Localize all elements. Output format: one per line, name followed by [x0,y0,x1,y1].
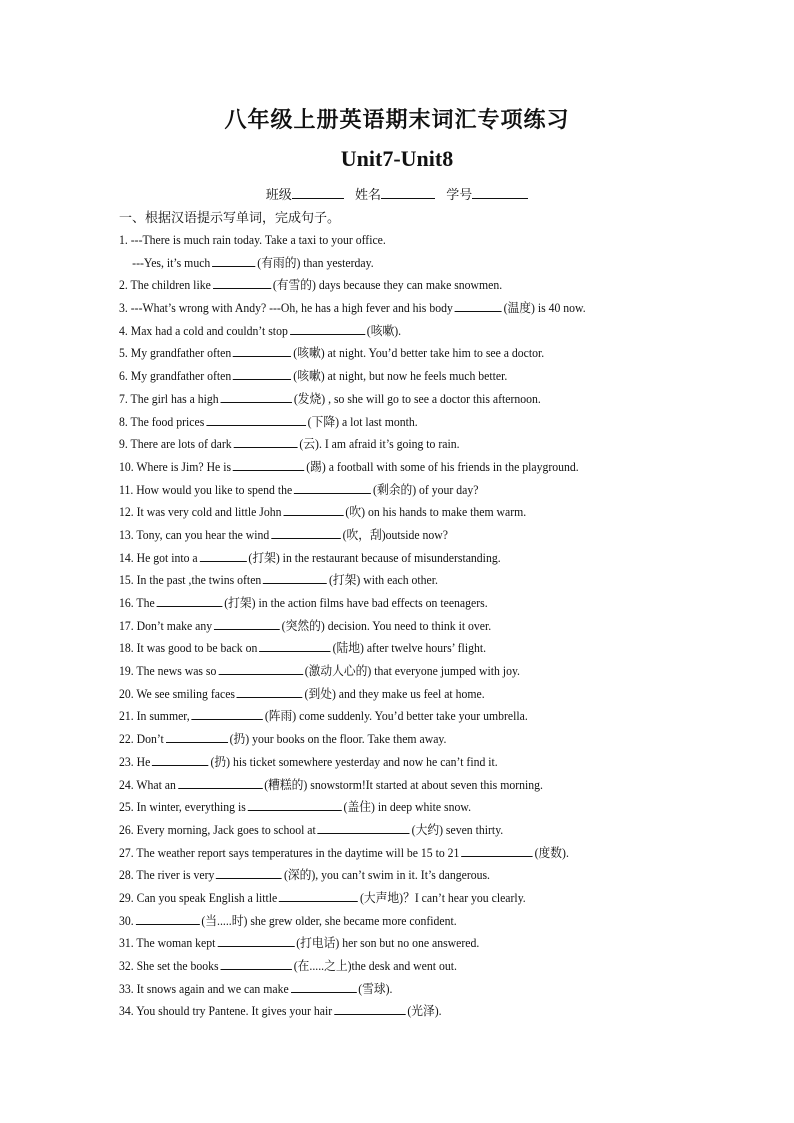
answer-blank[interactable] [455,300,502,312]
answer-blank[interactable] [217,935,294,947]
answer-blank[interactable] [136,913,200,925]
question-item [119,592,683,615]
number-label: 学号 [446,187,473,202]
answer-blank[interactable] [290,323,365,335]
question-item [119,501,683,524]
question-item [119,274,683,297]
question-hint-text: (咳嗽). [366,323,402,338]
question-hint-text: (扔) your books on the floor. Take them away. [229,732,447,747]
question-item [119,569,683,592]
question-hint-text: (突然的) decision. You need to think it over. [281,618,492,633]
answer-blank[interactable] [221,391,292,403]
question-item [119,1000,683,1023]
page-subtitle: Unit7-Unit8 [340,146,454,171]
question-item [119,887,683,910]
question-text: 3. ---What’s wrong with Andy? ---Oh, he has a high fever and his body [119,301,453,316]
question-text: 11. How would you like to spend the [119,482,293,497]
answer-blank[interactable] [233,368,291,380]
question-text: 8. The food prices [119,414,205,429]
question-item [119,932,683,955]
question-hint-text: (在.....之上)the desk and went out. [293,959,457,973]
answer-blank[interactable] [166,731,228,743]
question-item [119,751,683,774]
question-text: 21. In summer, [119,709,190,724]
name-label: 姓名 [354,187,381,202]
answer-blank[interactable] [248,799,342,811]
question-item [119,456,683,479]
question-text: 25. In winter, everything is [119,800,246,815]
question-text: 19. The news was so [119,664,217,679]
question-hint-text: (下降) a lot last month. [307,414,418,429]
question-text: 15. In the past ,the twins often [119,573,262,588]
name-field [355,187,435,202]
question-hint-text: (吹) on his hands to make them warm. [345,505,527,520]
question-text: 30. [119,913,134,928]
question-text: 5. My grandfather often [119,346,232,361]
class-blank [292,186,344,199]
question-hint-text: (到处) and they make us feel at home. [304,686,485,701]
question-item [119,229,683,252]
answer-blank[interactable] [233,459,304,471]
page-title: 八年级上册英语期末词汇专项练习 [224,107,570,132]
section-heading: 一、根据汉语提示写单词，完成句子。 [119,210,341,225]
question-item [119,411,683,434]
question-hint-text: (打电话) her son but no one answered. [296,936,480,951]
question-hint-text: (糟糕的) snowstorm!It started at about seven this morning. [264,777,543,792]
answer-blank[interactable] [218,663,303,675]
answer-blank[interactable] [318,822,410,834]
question-hint-text: (温度) is 40 now. [503,301,586,316]
question-item [119,297,683,320]
question-text: 1. ---There is much rain today. Take a taxi to your office. [119,233,386,247]
question-text: 28. The river is very [119,868,215,883]
answer-blank[interactable] [157,595,223,607]
question-text: 16. The [119,596,155,610]
name-blank [381,186,435,199]
question-text: 10. Where is Jim? He is [119,459,232,474]
question-text: 6. My grandfather often [119,369,232,384]
answer-blank[interactable] [192,708,263,720]
question-hint-text: (打架) in the action films have bad effects on teenagers. [224,596,488,610]
answer-blank[interactable] [283,504,343,516]
question-item [119,547,683,570]
question-item [119,524,683,547]
question-item [119,978,683,1001]
question-text: 27. The weather report says temperatures in the daytime will be 15 to 21 [119,845,460,860]
student-info-line [0,184,794,203]
question-hint-text: (有雪的) days because they can make snowmen. [272,278,503,293]
answer-blank[interactable] [461,845,532,857]
question-item [119,252,683,275]
number-field [446,187,528,202]
answer-blank[interactable] [294,482,371,494]
question-text: 12. It was very cold and little John [119,505,282,520]
question-hint-text: (扔) his ticket somewhere yesterday and now he can’t find it. [210,754,498,769]
question-item [119,479,683,502]
answer-blank[interactable] [233,345,291,357]
question-text: 20. We see smiling faces [119,686,235,701]
question-hint-text: (云). I am afraid it’s going to rain. [299,437,460,452]
question-text: 26. Every morning, Jack goes to school at [119,822,316,837]
question-item [119,842,683,865]
question-item [119,955,683,978]
answer-blank[interactable] [152,754,208,766]
question-text: 14. He got into a [119,550,198,565]
question-hint-text: (陆地) after twelve hours’ flight. [332,641,487,656]
question-text: 24. What an [119,777,176,792]
question-hint-text: (咳嗽) at night, but now he feels much better. [293,369,508,384]
question-item [119,774,683,797]
question-hint-text: (激动人心的) that everyone jumped with joy. [304,664,520,679]
answer-blank[interactable] [214,618,280,630]
question-item [119,388,683,411]
question-hint-text: (吹，刮)outside now? [342,527,448,542]
class-field [266,187,344,202]
question-text: 32. She set the books [119,959,219,973]
question-text: 18. It was good to be back on [119,641,258,656]
question-text: ---Yes, it’s much [132,255,211,270]
question-hint-text: (咳嗽) at night. You’d better take him to see a doctor. [293,346,545,361]
question-text: 7. The girl has a high [119,391,219,406]
question-item [119,433,683,456]
question-item [119,365,683,388]
question-text: 23. He [119,754,151,769]
question-hint-text: (大声地)？I can’t hear you clearly. [360,890,526,905]
question-hint-text: (发烧) , so she will go to see a doctor this afternoon. [293,391,541,406]
question-hint-text: (打架) with each other. [328,573,438,588]
question-hint-text: (盖住) in deep white snow. [343,800,472,815]
question-item [119,637,683,660]
question-text: 34. You should try Pantene. It gives your hair [119,1004,333,1019]
question-text: 17. Don’t make any [119,618,213,633]
answer-blank[interactable] [263,572,327,584]
question-hint-text: (剩余的) of your day? [373,482,479,497]
question-list [119,229,719,1023]
question-text: 33. It snows again and we can make [119,981,289,996]
question-text: 9. There are lots of dark [119,437,232,452]
question-item [119,864,683,887]
question-text: 31. The woman kept [119,936,216,951]
question-item [119,342,683,365]
question-item [119,615,683,638]
answer-blank[interactable] [178,777,263,789]
answer-blank[interactable] [206,414,306,426]
question-hint-text: (当.....时) she grew older, she became more confident. [201,913,457,928]
question-hint-text: (阵雨) come suddenly. You’d better take your umbrella. [264,709,528,724]
question-hint-text: (光泽). [407,1004,442,1019]
question-hint-text: (有雨的) than yesterday. [257,255,374,270]
answer-blank[interactable] [291,981,357,993]
question-item [119,660,683,683]
question-item [119,728,683,751]
question-item [119,683,683,706]
answer-blank[interactable] [212,255,255,267]
question-text: 22. Don’t [119,732,164,747]
question-hint-text: (大约) seven thirty. [411,822,504,837]
question-item [119,910,683,933]
answer-blank[interactable] [220,958,291,970]
answer-blank[interactable] [213,277,271,289]
question-hint-text: (雪球). [358,981,393,996]
question-text: 2. The children like [119,278,211,293]
question-hint-text: (深的), you can’t swim in it. It’s dangerous. [283,868,490,883]
answer-blank[interactable] [216,867,282,879]
answer-blank[interactable] [234,436,298,448]
question-hint-text: (踢) a football with some of his friends in the playground. [306,459,579,474]
question-item [119,320,683,343]
question-text: 29. Can you speak English a little [119,890,278,905]
answer-blank[interactable] [200,550,247,562]
question-item [119,796,683,819]
class-label: 班级 [265,187,292,202]
question-hint-text: (打架) in the restaurant because of misunderstanding. [248,550,501,565]
answer-blank[interactable] [334,1003,405,1015]
question-item [119,819,683,842]
question-text: 4. Max had a cold and couldn’t stop [119,323,288,338]
answer-blank[interactable] [237,686,303,698]
answer-blank[interactable] [259,640,330,652]
question-item [119,705,683,728]
question-text: 13. Tony, can you hear the wind [119,527,270,542]
answer-blank[interactable] [279,890,358,902]
answer-blank[interactable] [271,527,341,539]
number-blank [472,186,528,199]
question-hint-text: (度数). [534,845,569,860]
